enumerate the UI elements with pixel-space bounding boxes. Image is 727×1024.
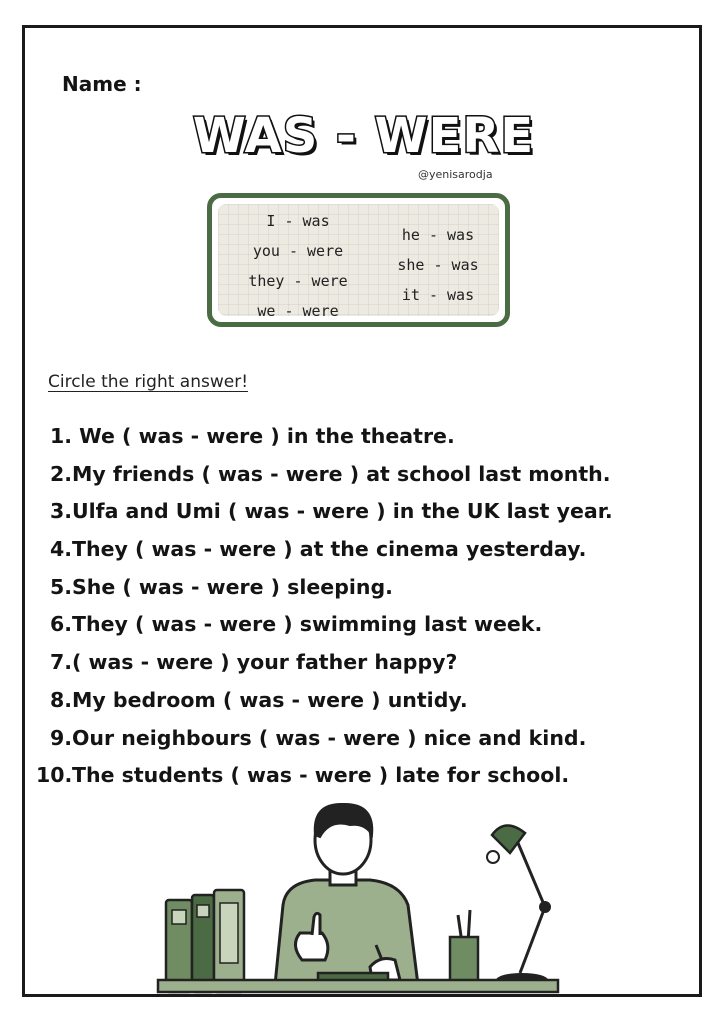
question-text: ( was - were ) your father happy? bbox=[72, 650, 458, 675]
question-text: They ( was - were ) at the cinema yesterday. bbox=[72, 537, 587, 562]
question-text: They ( was - were ) swimming last week. bbox=[72, 612, 543, 637]
question-item bbox=[36, 456, 696, 494]
question-text: My bedroom ( was - were ) untidy. bbox=[72, 687, 468, 712]
author-credit: @yenisarodja bbox=[418, 168, 493, 181]
question-number: 8. bbox=[49, 687, 72, 712]
question-item bbox=[36, 682, 696, 720]
pronoun-item: they - were bbox=[248, 272, 348, 290]
question-item bbox=[36, 644, 696, 682]
question-number: 9. bbox=[49, 725, 72, 750]
question-item bbox=[36, 569, 696, 607]
question-text: Our neighbours ( was - were ) nice and kind. bbox=[72, 725, 587, 750]
question-item bbox=[36, 418, 696, 456]
question-item bbox=[36, 493, 696, 531]
question-number: 6. bbox=[49, 612, 72, 637]
pronoun-column-singular bbox=[390, 220, 486, 310]
instruction-text: Circle the right answer! bbox=[48, 372, 249, 392]
pencil-cup-icon bbox=[450, 910, 478, 987]
question-number: 2. bbox=[49, 461, 72, 486]
pronoun-item: it - was bbox=[401, 286, 475, 304]
question-text: My friends ( was - were ) at school last month. bbox=[72, 461, 611, 486]
pronoun-column-plural bbox=[238, 206, 358, 326]
worksheet-title: WAS - WERE bbox=[192, 108, 535, 164]
question-text: Ulfa and Umi ( was - were ) in the UK last year. bbox=[72, 499, 613, 524]
pronoun-reference-box bbox=[207, 193, 510, 327]
question-item bbox=[36, 757, 696, 795]
pronoun-item: he - was bbox=[401, 226, 475, 244]
pronoun-item: she - was bbox=[397, 256, 479, 274]
question-number: 10. bbox=[36, 763, 73, 788]
question-text: She ( was - were ) sleeping. bbox=[72, 574, 393, 599]
pronoun-item: you - were bbox=[252, 242, 344, 260]
question-text: We ( was - were ) in the theatre. bbox=[72, 424, 455, 448]
question-item bbox=[36, 531, 696, 569]
question-number: 5. bbox=[49, 574, 72, 599]
desk-icon bbox=[158, 980, 558, 992]
desk-lamp-icon bbox=[487, 825, 551, 987]
question-text: The students ( was - were ) late for school. bbox=[72, 763, 570, 788]
boy-icon bbox=[275, 804, 418, 985]
pronoun-item: I - was bbox=[266, 212, 330, 230]
name-label: Name : bbox=[62, 72, 142, 96]
pronoun-item: we - were bbox=[257, 302, 339, 320]
question-item bbox=[36, 606, 696, 644]
boy-studying-at-desk-icon bbox=[150, 795, 570, 995]
question-number: 7. bbox=[49, 650, 72, 675]
pronoun-box-inner bbox=[218, 204, 499, 320]
question-list bbox=[36, 418, 696, 795]
question-number: 3. bbox=[49, 499, 72, 524]
question-item bbox=[36, 720, 696, 758]
question-number: 1. bbox=[49, 424, 72, 448]
question-number: 4. bbox=[49, 537, 72, 562]
books-icon bbox=[166, 890, 244, 992]
